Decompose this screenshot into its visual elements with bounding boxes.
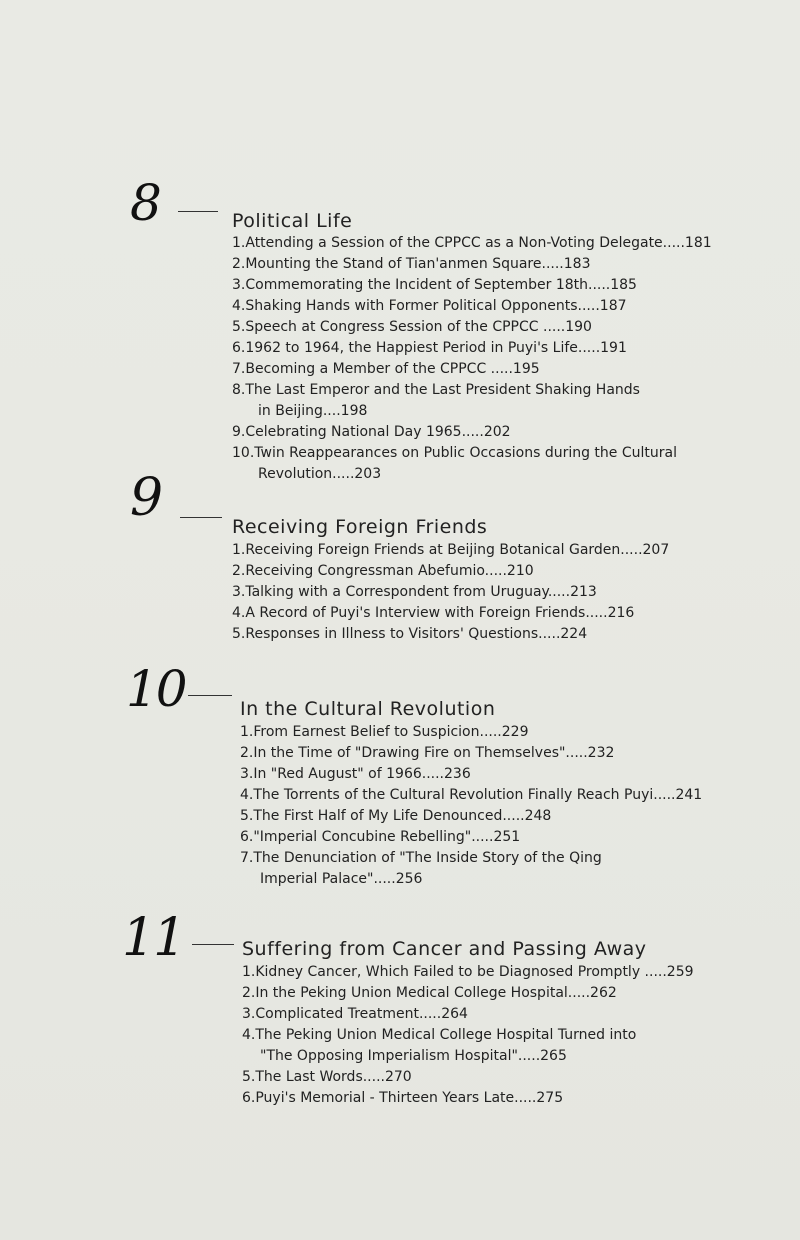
- toc-item: 5.Responses in Illness to Visitors' Questions.....224: [232, 626, 588, 642]
- chapter-dash: [178, 211, 218, 212]
- toc-item: 5.The Last Words.....270: [242, 1069, 412, 1085]
- toc-item: 2.In the Peking Union Medical College Hospital.....262: [242, 985, 617, 1001]
- toc-item-line: 10.Twin Reappearances on Public Occasions during the Cultural: [232, 445, 677, 461]
- toc-item: 1.Receiving Foreign Friends at Beijing Botanical Garden.....207: [232, 542, 670, 558]
- toc-item: [240, 848, 702, 890]
- toc-item: 1.Attending a Session of the CPPCC as a Non-Voting Delegate.....181: [232, 235, 712, 251]
- toc-item-continuation: "The Opposing Imperialism Hospital".....265: [260, 1048, 567, 1064]
- toc-item: 3.In "Red August" of 1966.....236: [240, 766, 471, 782]
- toc-item-line: 4.The Peking Union Medical College Hospital Turned into: [242, 1027, 637, 1043]
- chapter-dash: [188, 695, 232, 696]
- toc-item: 2.Receiving Congressman Abefumio.....210: [232, 563, 534, 579]
- chapter-dash: [180, 517, 222, 518]
- chapter-dash: [192, 944, 234, 945]
- toc-item: 5.The First Half of My Life Denounced.....248: [240, 808, 552, 824]
- toc-item-continuation: Revolution.....203: [258, 466, 382, 482]
- toc-item: [242, 1025, 694, 1067]
- chapter-title: Suffering from Cancer and Passing Away: [242, 938, 647, 960]
- toc-item: 5.Speech at Congress Session of the CPPCC .....190: [232, 319, 592, 335]
- chapter-number: 10: [126, 660, 186, 718]
- toc-item: 6.Puyi's Memorial - Thirteen Years Late.....275: [242, 1090, 564, 1106]
- toc-item: 2.Mounting the Stand of Tian'anmen Square.....183: [232, 256, 591, 272]
- chapter-title: Receiving Foreign Friends: [232, 516, 488, 538]
- toc-item: 3.Commemorating the Incident of September 18th.....185: [232, 277, 637, 293]
- chapter-title: In the Cultural Revolution: [240, 698, 496, 720]
- chapter-item-list: [242, 962, 694, 1109]
- chapter-item-list: [232, 540, 669, 645]
- toc-item: 3.Talking with a Correspondent from Uruguay.....213: [232, 584, 597, 600]
- toc-item: 7.Becoming a Member of the CPPCC .....195: [232, 361, 540, 377]
- chapter-item-list: [240, 722, 702, 890]
- chapter-title: Political Life: [232, 210, 353, 232]
- chapter-item-list: [232, 233, 712, 485]
- toc-item-continuation: in Beijing....198: [258, 403, 368, 419]
- toc-item: 6."Imperial Concubine Rebelling".....251: [240, 829, 521, 845]
- toc-item-continuation: Imperial Palace".....256: [260, 871, 423, 887]
- toc-item: 4.The Torrents of the Cultural Revolution Finally Reach Puyi.....241: [240, 787, 703, 803]
- toc-item: 3.Complicated Treatment.....264: [242, 1006, 468, 1022]
- toc-item: 6.1962 to 1964, the Happiest Period in Puyi's Life.....191: [232, 340, 627, 356]
- chapter-number: 9: [130, 468, 162, 528]
- toc-item: 2.In the Time of "Drawing Fire on Themselves".....232: [240, 745, 615, 761]
- chapter-number: 11: [122, 908, 185, 968]
- toc-item-line: 7.The Denunciation of "The Inside Story of the Qing: [240, 850, 602, 866]
- toc-item: [232, 380, 712, 422]
- toc-item-line: 8.The Last Emperor and the Last President Shaking Hands: [232, 382, 640, 398]
- toc-item: [232, 443, 712, 485]
- toc-item: 1.From Earnest Belief to Suspicion.....229: [240, 724, 529, 740]
- toc-item: 4.A Record of Puyi's Interview with Foreign Friends.....216: [232, 605, 635, 621]
- toc-item: 4.Shaking Hands with Former Political Opponents.....187: [232, 298, 627, 314]
- toc-item: 1.Kidney Cancer, Which Failed to be Diagnosed Promptly .....259: [242, 964, 694, 980]
- toc-item: 9.Celebrating National Day 1965.....202: [232, 424, 511, 440]
- chapter-number: 8: [130, 174, 160, 232]
